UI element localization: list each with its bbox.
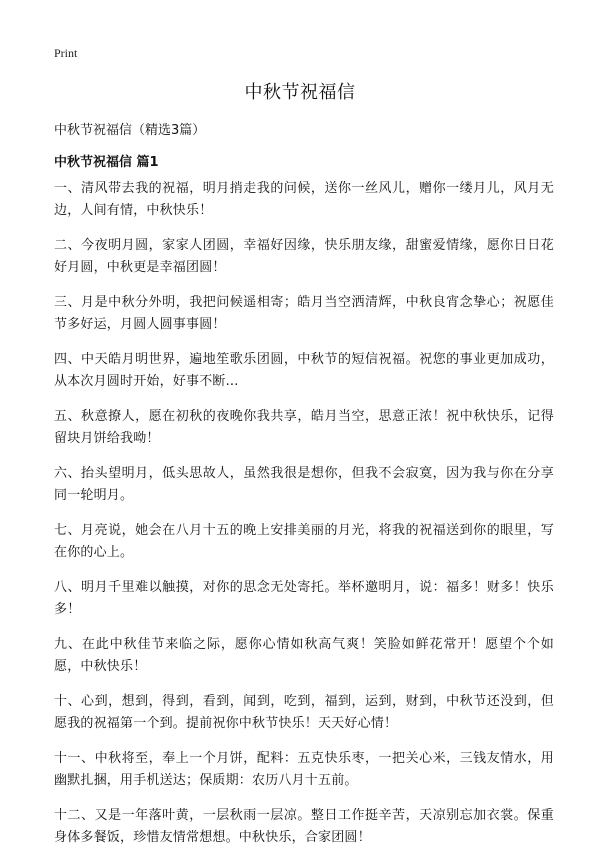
paragraph: 一、清风带去我的祝福，明月捎走我的问候，送你一丝风儿，赠你一缕月儿，风月无边，人间有情，中秋快乐！ bbox=[54, 181, 554, 218]
paragraph: 三、月是中秋分外明，我把问候遥相寄；皓月当空洒清辉，中秋良宵念挚心；祝愿佳节多好运，月圆人圆事事圆！ bbox=[54, 295, 554, 332]
paragraph: 五、秋意撩人，愿在初秋的夜晚你我共享，皓月当空，思意正浓！祝中秋快乐，记得留块月饼给我呦！ bbox=[54, 409, 554, 446]
document-body bbox=[54, 178, 554, 862]
paragraph: 八、明月千里难以触摸，对你的思念无处寄托。举杯邀明月，说：福多！财多！快乐多！ bbox=[54, 580, 554, 617]
paragraph: 十二、又是一年落叶黄，一层秋雨一层凉。整日工作挺辛苦，天凉别忘加衣裳。保重身体多餐饭，珍惜友情常想想。中秋快乐，合家团圆！ bbox=[54, 808, 554, 845]
print-link[interactable]: Print bbox=[54, 46, 78, 60]
document-subtitle: 中秋节祝福信（精选3篇） bbox=[54, 123, 206, 138]
paragraph: 六、抬头望明月，低头思故人，虽然我很是想你，但我不会寂寞，因为我与你在分享同一轮明月。 bbox=[54, 466, 554, 503]
section-heading: 中秋节祝福信 篇1 bbox=[54, 155, 159, 170]
paragraph: 十一、中秋将至，奉上一个月饼，配料：五克快乐枣，一把关心米，三钱友情水，用幽默扎捆，用手机送达；保质期：农历八月十五前。 bbox=[54, 751, 554, 788]
paragraph: 二、今夜明月圆，家家人团圆，幸福好因缘，快乐朋友缘，甜蜜爱情缘，愿你日日花好月圆，中秋更是幸福团圆！ bbox=[54, 238, 554, 275]
paragraph: 九、在此中秋佳节来临之际，愿你心情如秋高气爽！笑脸如鲜花常开！愿望个个如愿，中秋快乐！ bbox=[54, 637, 554, 674]
page-title: 中秋节祝福信 bbox=[244, 82, 356, 103]
paragraph: 十、心到，想到，得到，看到，闻到，吃到，福到，运到，财到，中秋节还没到，但愿我的祝福第一个到。提前祝你中秋节快乐！天天好心情！ bbox=[54, 694, 554, 731]
paragraph: 四、中天皓月明世界，遍地笙歌乐团圆，中秋节的短信祝福。祝您的事业更加成功，从本次月圆时开始，好事不断... bbox=[54, 352, 554, 389]
paragraph: 七、月亮说，她会在八月十五的晚上安排美丽的月光，将我的祝福送到你的眼里，写在你的心上。 bbox=[54, 523, 554, 560]
